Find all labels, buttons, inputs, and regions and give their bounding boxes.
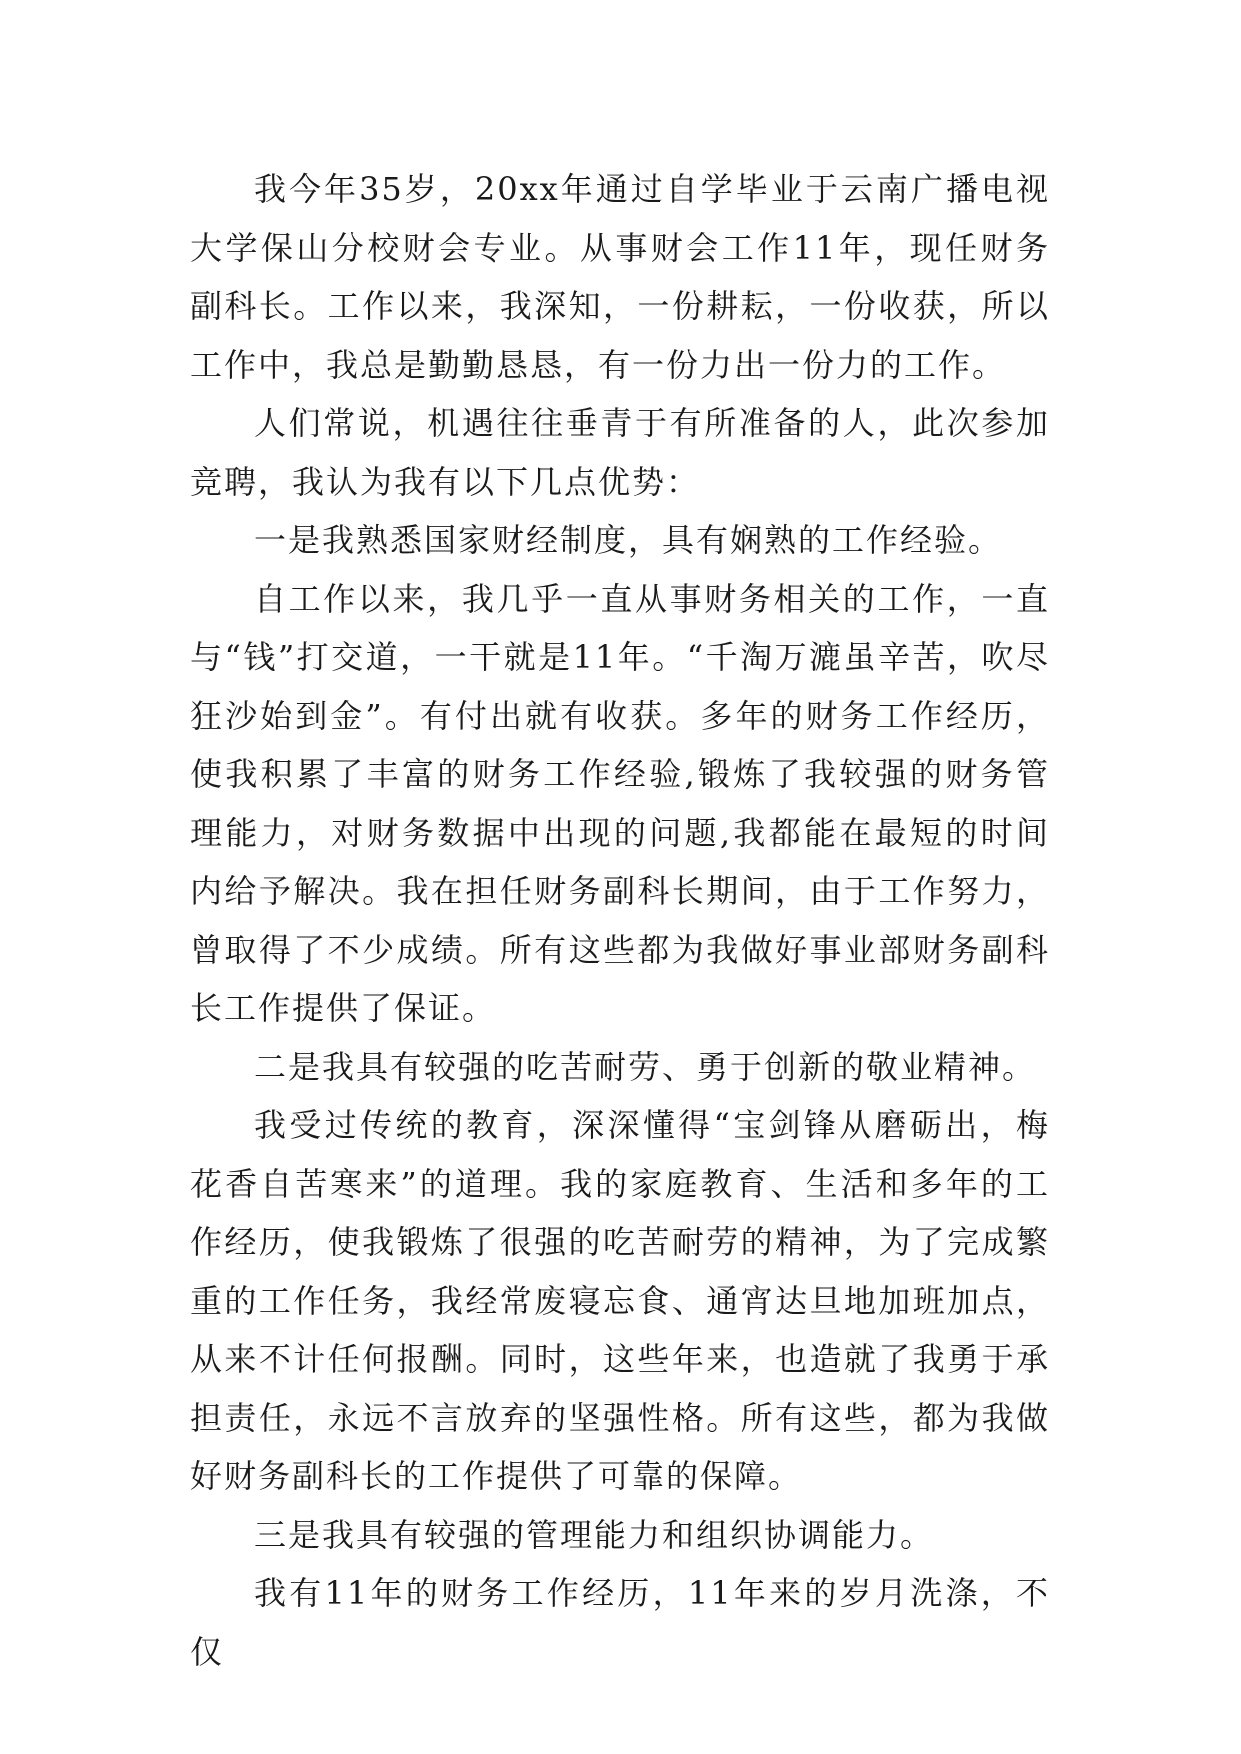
- paragraph-advantages-lead: 人们常说，机遇往往垂青于有所准备的人，此次参加竞聘，我认为我有以下几点优势：: [190, 404, 1050, 501]
- paragraph-point-one-heading: 一是我熟悉国家财经制度，具有娴熟的工作经验。: [254, 521, 1003, 559]
- paragraph-point-two-heading: 二是我具有较强的吃苦耐劳、勇于创新的敬业精神。: [254, 1047, 1037, 1086]
- document-body: [190, 160, 1050, 1681]
- paragraph-point-three-body: 我有11年的财务工作经历，11年来的岁月洗涤，不仅: [190, 1574, 1050, 1671]
- paragraph-point-three-heading: 三是我具有较强的管理能力和组织协调能力。: [254, 1515, 935, 1554]
- paragraph-point-one-body: 自工作以来，我几乎一直从事财务相关的工作，一直与“钱”打交道，一干就是11年。“千淘万漉虽辛苦，吹尽狂沙始到金”。有付出就有收获。多年的财务工作经历，使我积累了丰富的财务工作经验,锻炼了我较强的财务管理能力，对财务数据中出现的问题,我都能在最短的时间内给予解决。我在担任财务副科长期间，由于工作努力，曾取得了不少成绩。所有这些都为我做好事业部财务副科长工作提供了保证。: [190, 579, 1050, 1027]
- paragraph-point-two-body: 我受过传统的教育，深深懂得“宝剑锋从磨砺出，梅花香自苦寒来”的道理。我的家庭教育、生活和多年的工作经历，使我锻炼了很强的吃苦耐劳的精神，为了完成繁重的工作任务，我经常废寝忘食、通宵达旦地加班加点，从来不计任何报酬。同时，这些年来，也造就了我勇于承担责任，永远不言放弃的坚强性格。所有这些，都为我做好财务副科长的工作提供了可靠的保障。: [190, 1106, 1050, 1495]
- paragraph-intro: 我今年35岁，20xx年通过自学毕业于云南广播电视大学保山分校财会专业。从事财会工作11年，现任财务副科长。工作以来，我深知，一份耕耘，一份收获，所以工作中，我总是勤勤恳恳，有一份力出一份力的工作。: [190, 170, 1050, 384]
